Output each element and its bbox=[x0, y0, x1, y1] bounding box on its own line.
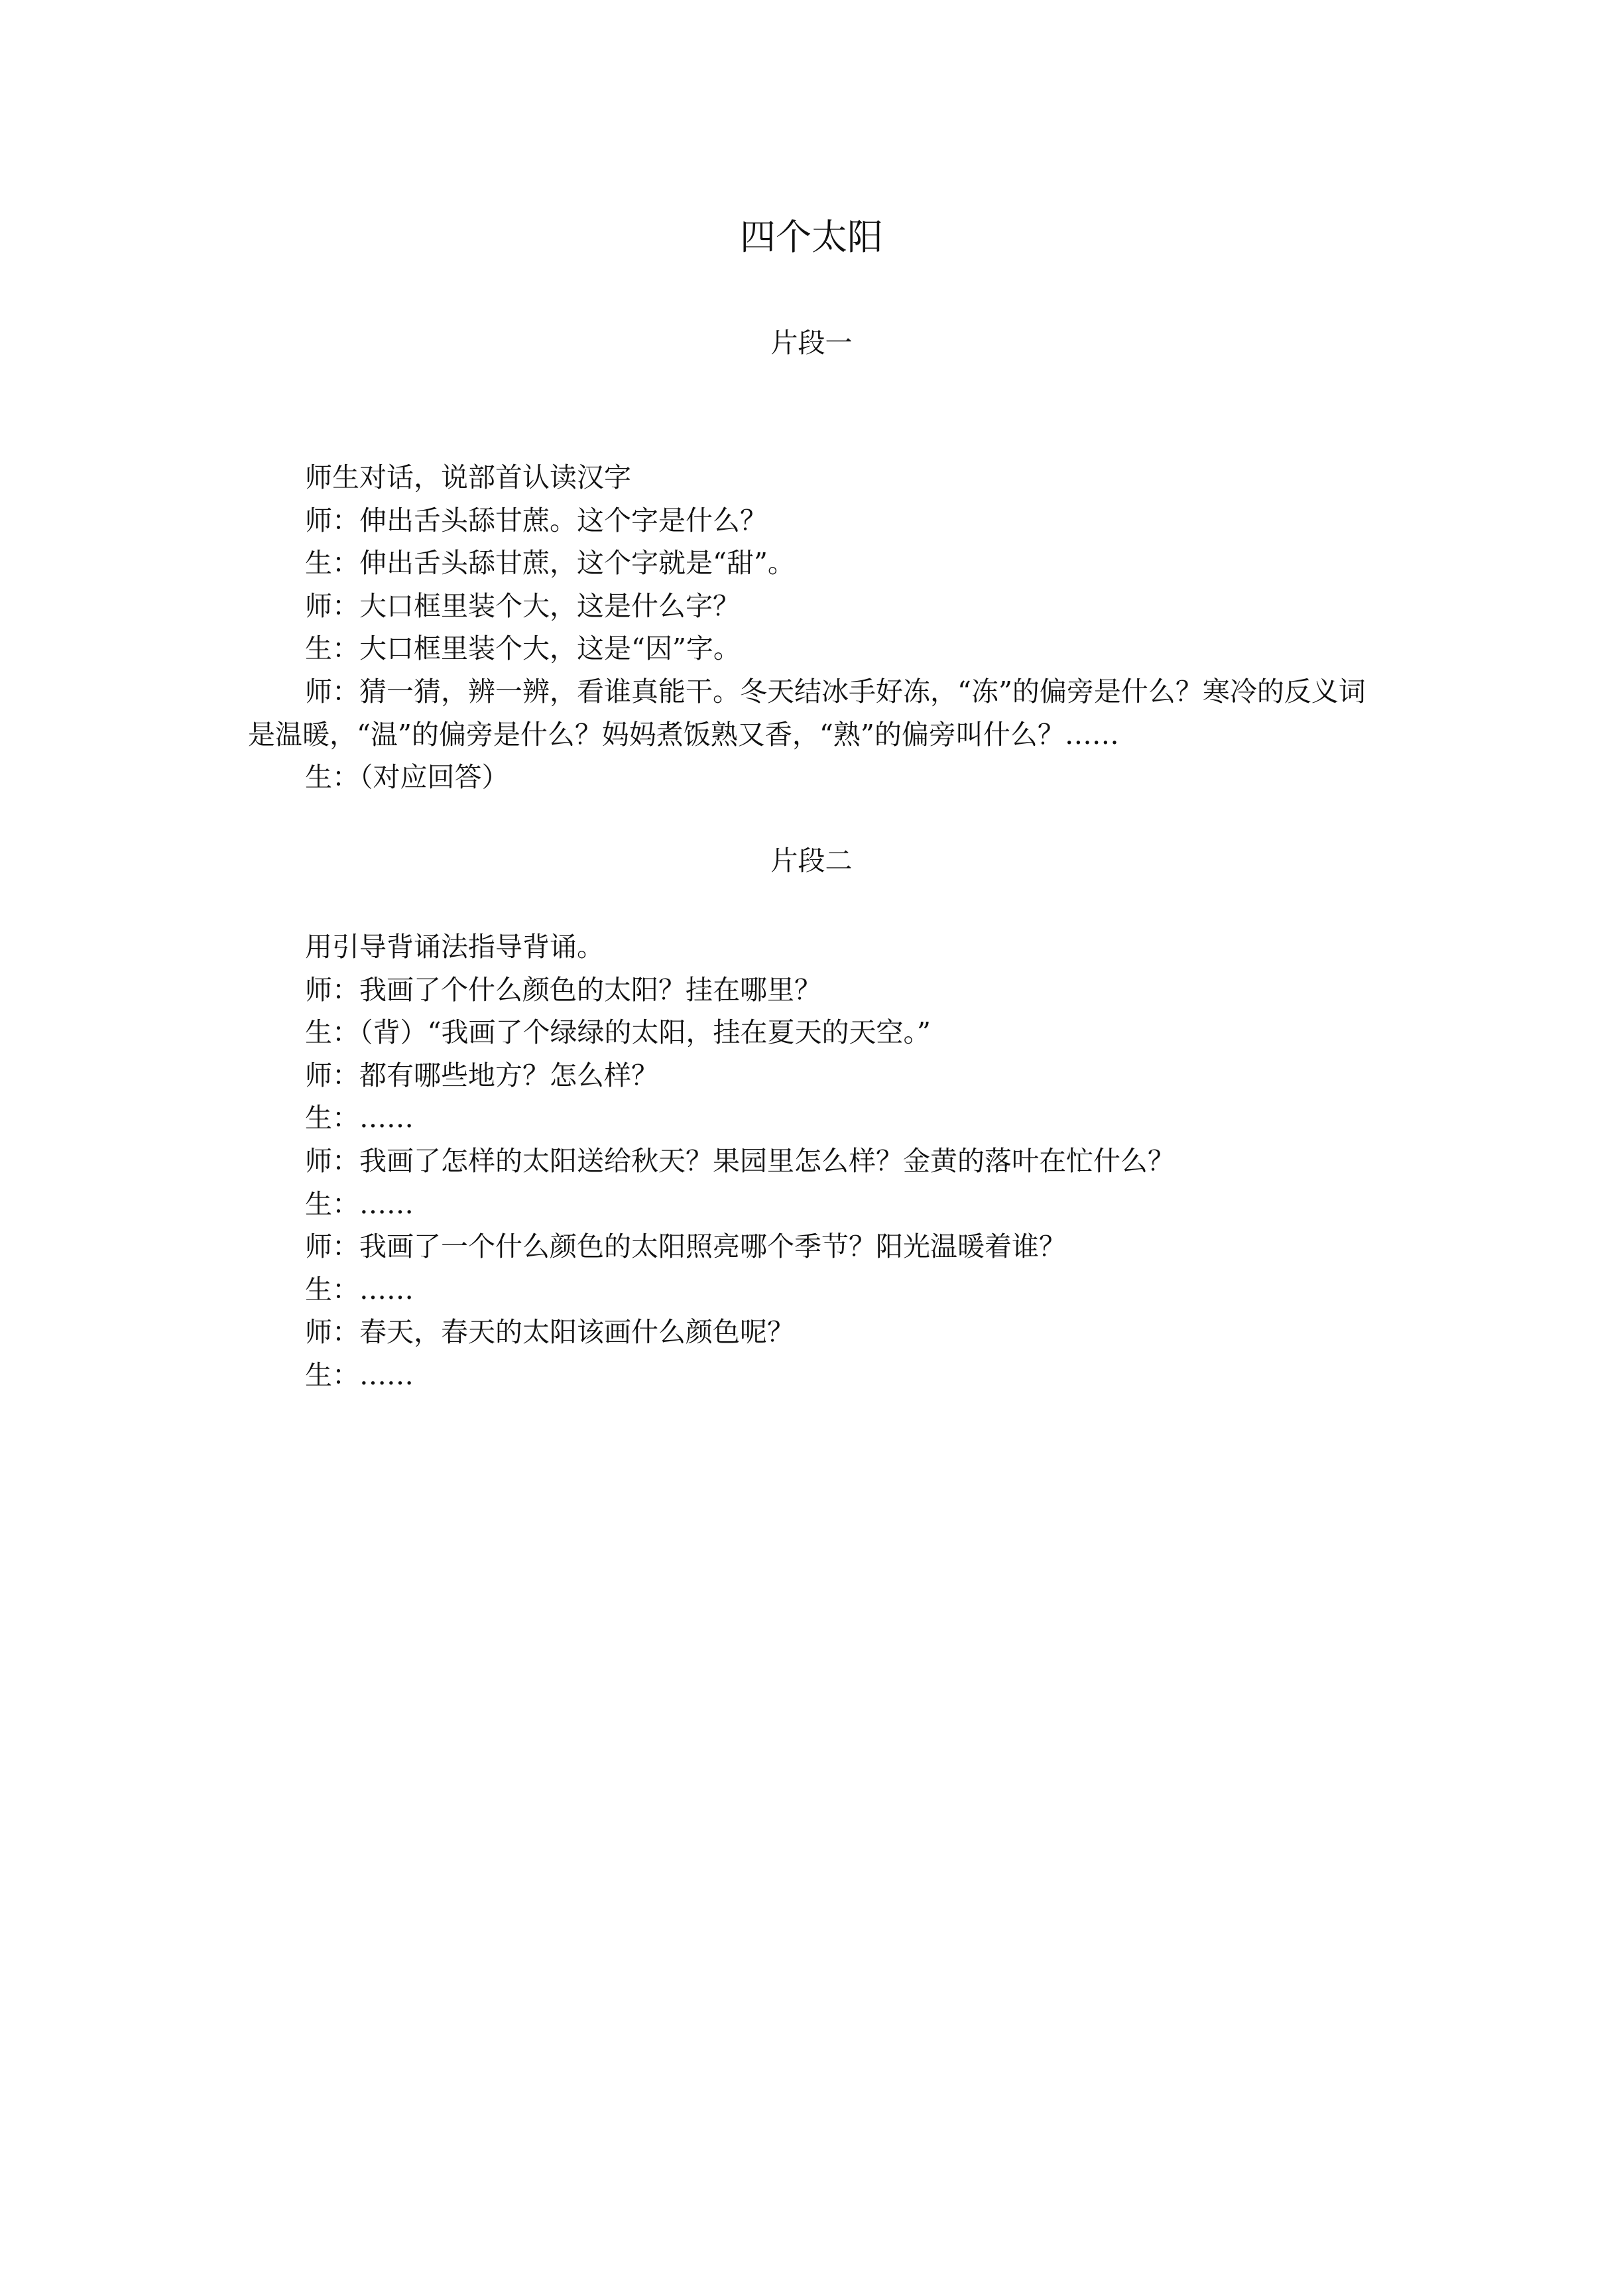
document-title: 四个太阳 bbox=[740, 216, 883, 258]
section-body-2 bbox=[248, 926, 1388, 1397]
dialogue-line: 师：我画了一个什么颜色的太阳照亮哪个季节？阳光温暖着谁？ bbox=[305, 1231, 1066, 1263]
dialogue-line: 生：…… bbox=[305, 1187, 414, 1220]
dialogue-line: 生：…… bbox=[305, 1102, 414, 1134]
dialogue-line: 生：…… bbox=[305, 1273, 414, 1305]
section-intro: 师生对话，说部首认读汉字 bbox=[305, 461, 631, 493]
dialogue-line: 师：我画了怎样的太阳送给秋天？果园里怎么样？金黄的落叶在忙什么？ bbox=[305, 1144, 1175, 1177]
dialogue-paragraph: 师：猜一猜，辨一辨，看谁真能干。冬天结冰手好冻，“冻”的偏旁是什么？寒冷的反义词是温暖，“温”的偏旁是什么？妈妈煮饭熟又香，“熟”的偏旁叫什么？…… bbox=[248, 675, 1366, 751]
section-intro: 用引导背诵法指导背诵。 bbox=[305, 931, 604, 963]
dialogue-line: 生：大口框里装个大，这是“因”字。 bbox=[305, 633, 741, 665]
dialogue-line: 师：都有哪些地方？怎么样？ bbox=[305, 1059, 658, 1091]
dialogue-line: 师：我画了个什么颜色的太阳？挂在哪里？ bbox=[305, 973, 821, 1006]
dialogue-line: 生：（背）“我画了个绿绿的太阳，挂在夏天的天空。” bbox=[305, 1016, 931, 1049]
dialogue-line: 生：（对应回答） bbox=[305, 761, 509, 794]
section-heading-1: 片段一 bbox=[770, 327, 853, 359]
section-body-1 bbox=[248, 456, 1388, 799]
dialogue-line: 师：大口框里装个大，这是什么字？ bbox=[305, 589, 740, 622]
dialogue-line: 师：春天，春天的太阳该画什么颜色呢？ bbox=[305, 1316, 794, 1349]
dialogue-line: 生：…… bbox=[305, 1359, 414, 1391]
dialogue-line: 师：伸出舌头舔甘蔗。这个字是什么？ bbox=[305, 504, 767, 536]
dialogue-line: 生：伸出舌头舔甘蔗，这个字就是“甜”。 bbox=[305, 547, 795, 579]
section-heading-2: 片段二 bbox=[770, 845, 853, 876]
